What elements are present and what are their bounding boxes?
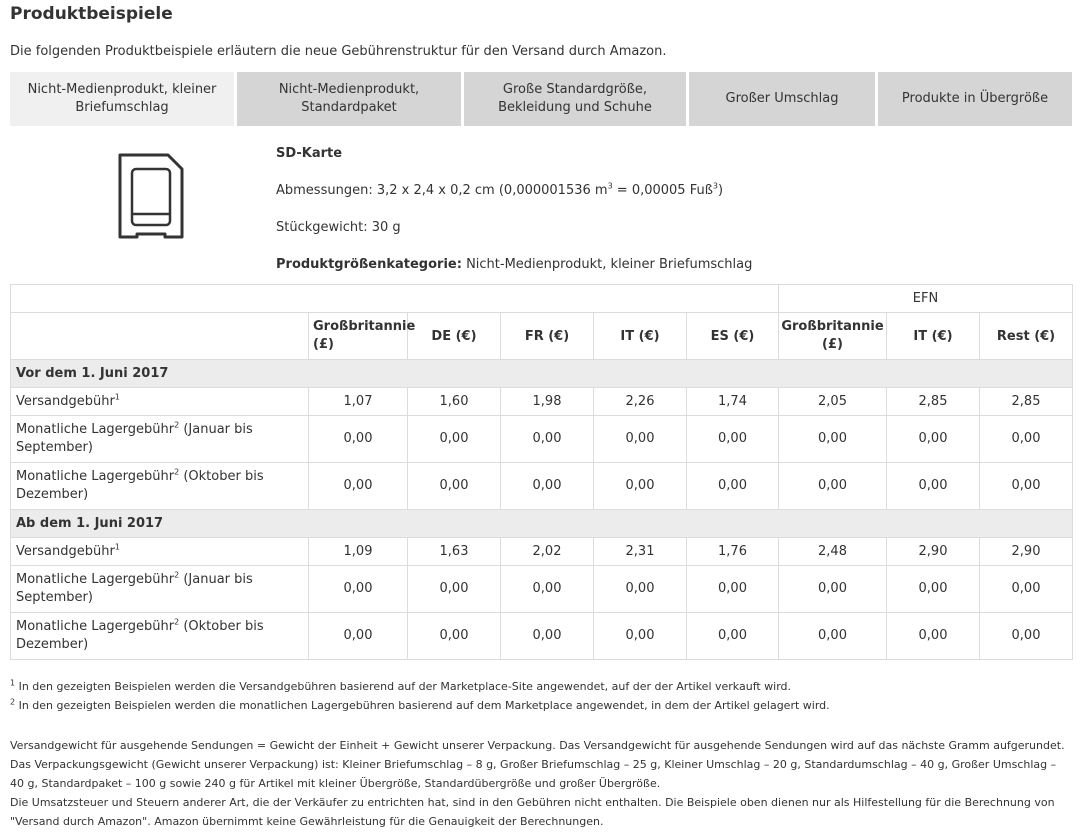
table-row <box>11 538 1073 566</box>
disclaimer-packaging: Versandgewicht für ausgehende Sendungen = Gewicht der Einheit + Gewicht unserer Verpackung. Das Versandgewicht für ausgehende Sendungen wird auf das nächste Gramm aufgerundet. Das Verpackungsgewicht (Gewicht unserer Verpackung) ist: Kleiner Briefumschlag – 8 g, Großer Briefumschlag – 25 g, Kleiner Umschlag – 20 g, Standardumschlag – 40 g, Großer Umschlag – 40 g, Standardpaket – 100 g sowie 240 g für Artikel mit kleiner Übergröße, Standardübergröße und großer Übergröße. <box>10 739 1065 790</box>
column-header: Rest (€) <box>980 313 1073 360</box>
fee-value-cell: 1,74 <box>687 388 779 416</box>
tab-label: Große Standardgröße, Bekleidung und Schuhe <box>498 82 652 115</box>
column-header: ES (€) <box>687 313 779 360</box>
column-header: IT (€) <box>887 313 980 360</box>
intro-text: Die folgenden Produktbeispiele erläutern die neue Gebührenstruktur für den Versand durch Amazon. <box>10 44 667 59</box>
fee-value-cell: 0,00 <box>687 566 779 613</box>
product-weight: Stückgewicht: 30 g <box>276 220 401 235</box>
fee-value-cell: 1,60 <box>408 388 501 416</box>
page-title: Produktbeispiele <box>10 4 173 24</box>
row-label: Versandgebühr$^1$ <box>11 538 309 566</box>
column-header: Großbritannie (£) <box>309 313 408 360</box>
table-row <box>11 613 1073 660</box>
tab-large-standard-apparel[interactable] <box>464 72 686 126</box>
tab-label: Nicht-Medienprodukt, Standardpaket <box>278 82 420 115</box>
table-row <box>11 388 1073 416</box>
table-row <box>11 566 1073 613</box>
fee-value-cell: 2,90 <box>980 538 1073 566</box>
disclaimer <box>10 736 1072 831</box>
product-tabs <box>10 72 1072 126</box>
footnote: $^2$ In den gezeigten Beispielen werden die monatlichen Lagergebühren basierend auf dem Marketplace angewendet, in dem der Artikel gelagert wird. <box>10 697 830 712</box>
fee-value-cell: 2,48 <box>779 538 887 566</box>
empty-header-cell <box>11 285 779 313</box>
section-row <box>11 360 1073 388</box>
fee-value-cell: 0,00 <box>594 613 687 660</box>
fee-value-cell: 0,00 <box>408 416 501 463</box>
fee-value-cell: 0,00 <box>501 613 594 660</box>
footnote: $^1$ In den gezeigten Beispielen werden die Versandgebühren basierend auf der Marketplace-Site angewendet, auf der der Artikel verkauft wird. <box>10 678 792 693</box>
table-row <box>11 463 1073 510</box>
product-size-category: Produktgrößenkategorie: Nicht-Medienprodukt, kleiner Briefumschlag <box>276 257 753 272</box>
fee-value-cell: 0,00 <box>594 416 687 463</box>
fee-value-cell: 0,00 <box>887 613 980 660</box>
fee-value-cell: 1,63 <box>408 538 501 566</box>
table-header-row <box>11 313 1073 360</box>
fee-value-cell: 1,98 <box>501 388 594 416</box>
row-label: Monatliche Lagergebühr$^2$ (Oktober bis Dezember) <box>11 613 309 660</box>
fee-value-cell: 1,76 <box>687 538 779 566</box>
product-name: SD-Karte <box>276 146 343 161</box>
fee-value-cell: 0,00 <box>309 416 408 463</box>
disclaimer-tax: Die Umsatzsteuer und Steuern anderer Art, die der Verkäufer zu entrichten hat, sind in den Gebühren nicht enthalten. Die Beispiele oben dienen nur als Hilfestellung für die Berechnung von "Versand durch Amazon". Amazon übernimmt keine Gewährleistung für die Genauigkeit der Berechnungen. <box>10 796 1055 828</box>
fee-value-cell: 1,09 <box>309 538 408 566</box>
column-header: DE (€) <box>408 313 501 360</box>
fee-value-cell: 0,00 <box>779 416 887 463</box>
fee-value-cell: 2,05 <box>779 388 887 416</box>
tab-label: Produkte in Übergröße <box>901 91 1049 106</box>
fee-value-cell: 0,00 <box>501 416 594 463</box>
fee-value-cell: 2,02 <box>501 538 594 566</box>
fee-value-cell: 0,00 <box>408 613 501 660</box>
column-header: FR (€) <box>501 313 594 360</box>
fee-value-cell: 0,00 <box>980 613 1073 660</box>
fee-value-cell: 0,00 <box>887 566 980 613</box>
column-header: Großbritannie (£) <box>779 313 887 360</box>
fee-value-cell: 2,90 <box>887 538 980 566</box>
fee-value-cell: 0,00 <box>779 566 887 613</box>
row-label: Monatliche Lagergebühr$^2$ (Januar bis September) <box>11 416 309 463</box>
fee-value-cell: 0,00 <box>887 416 980 463</box>
fee-value-cell: 2,85 <box>887 388 980 416</box>
fee-value-cell: 0,00 <box>687 463 779 510</box>
tab-standard-parcel[interactable] <box>237 72 461 126</box>
fee-value-cell: 0,00 <box>408 463 501 510</box>
fee-value-cell: 0,00 <box>594 566 687 613</box>
table-group-header-row <box>11 285 1073 313</box>
fee-value-cell: 0,00 <box>980 463 1073 510</box>
fee-value-cell: 0,00 <box>309 566 408 613</box>
table-body <box>11 360 1073 660</box>
fee-value-cell: 0,00 <box>980 416 1073 463</box>
section-row <box>11 510 1073 538</box>
column-header: IT (€) <box>594 313 687 360</box>
fee-table <box>10 284 1073 660</box>
row-label: Monatliche Lagergebühr$^2$ (Oktober bis Dezember) <box>11 463 309 510</box>
table-row <box>11 416 1073 463</box>
product-dimensions: Abmessungen: 3,2 x 2,4 x 0,2 cm (0,000001536 $m^3 = 0,00005$ Fuß$^3$) <box>276 181 724 198</box>
row-label: Versandgebühr$^1$ <box>11 388 309 416</box>
tab-label: Großer Umschlag <box>725 91 839 106</box>
tab-large-envelope[interactable] <box>689 72 875 126</box>
fee-value-cell: 1,07 <box>309 388 408 416</box>
fee-value-cell: 0,00 <box>408 566 501 613</box>
efn-group-header: EFN <box>779 285 1073 313</box>
sd-card-icon <box>116 152 186 242</box>
row-label: Monatliche Lagergebühr$^2$ (Januar bis September) <box>11 566 309 613</box>
empty-header-cell <box>11 313 309 360</box>
fee-value-cell: 2,85 <box>980 388 1073 416</box>
fee-value-cell: 0,00 <box>779 613 887 660</box>
section-title: Ab dem 1. Juni 2017 <box>11 510 1073 538</box>
fee-value-cell: 0,00 <box>980 566 1073 613</box>
fee-value-cell: 0,00 <box>687 416 779 463</box>
fee-value-cell: 0,00 <box>779 463 887 510</box>
fee-value-cell: 0,00 <box>594 463 687 510</box>
fee-value-cell: 0,00 <box>687 613 779 660</box>
tab-label: Nicht-Medienprodukt, kleiner Briefumschlag <box>27 82 217 115</box>
fee-value-cell: 2,26 <box>594 388 687 416</box>
fee-value-cell: 0,00 <box>887 463 980 510</box>
fee-value-cell: 2,31 <box>594 538 687 566</box>
fee-value-cell: 0,00 <box>501 566 594 613</box>
tab-small-envelope[interactable] <box>10 72 234 126</box>
section-title: Vor dem 1. Juni 2017 <box>11 360 1073 388</box>
tab-oversize[interactable] <box>878 72 1072 126</box>
fee-value-cell: 0,00 <box>501 463 594 510</box>
fee-value-cell: 0,00 <box>309 613 408 660</box>
fee-value-cell: 0,00 <box>309 463 408 510</box>
